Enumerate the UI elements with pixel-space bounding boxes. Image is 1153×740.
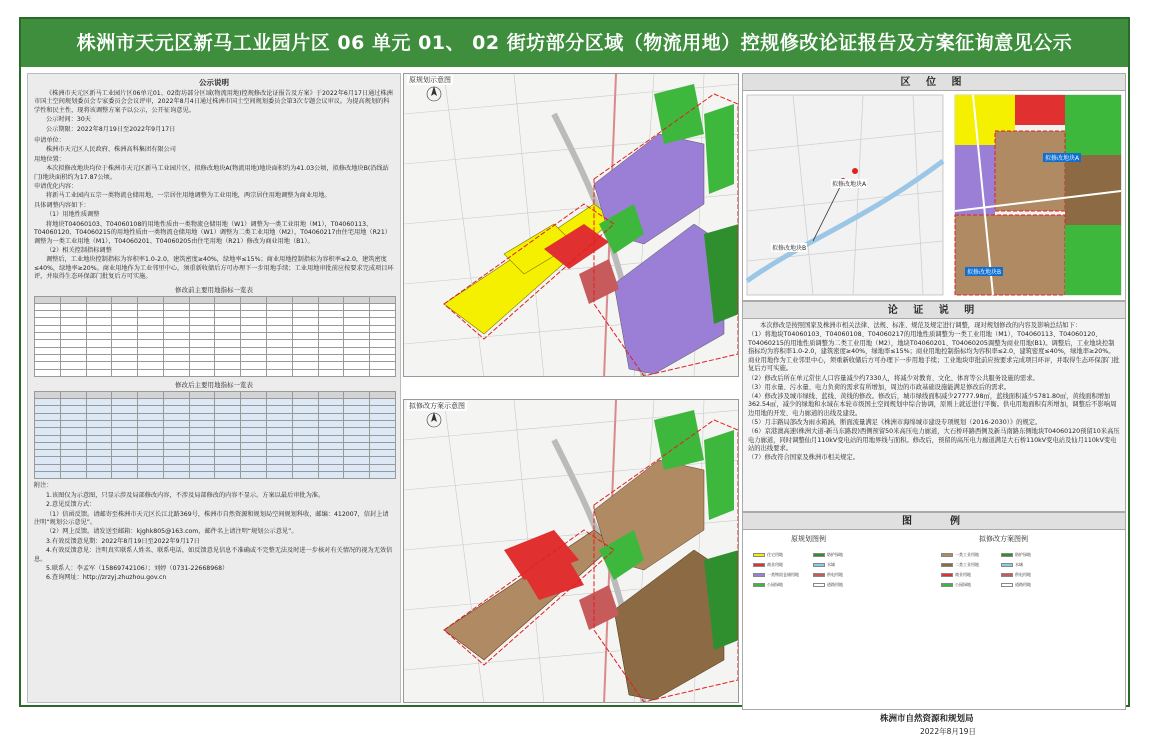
legend-label: 水域	[1015, 562, 1023, 567]
notice-board	[19, 17, 1130, 707]
legend-item	[813, 582, 843, 587]
argument-p3: （3）用水量、污水量、电力负荷的需求有所增加，周边的市政基础设施能满足修改后的需求。	[748, 383, 1011, 391]
argument-p7: （7）修改符合国家及株洲市相关规定。	[748, 454, 860, 462]
legend-label: 供电用地	[827, 572, 843, 577]
legend-item	[753, 562, 783, 567]
note-5: 5.联系人：李孟军（15869742106）；刘婷（0731-22668968）	[46, 565, 229, 573]
legend-label: 水域	[827, 562, 835, 567]
original-map-graphic	[404, 74, 739, 377]
site-value: 本次拟修改地块均位于株洲市天元区新马工业园片区，拟修改地块A(物流用地)地块面积约为41.03公顷，拟修改地块B(沿线站门)地块面积约为17.87公顷。	[34, 165, 389, 181]
legend-label: 公园绿地	[767, 582, 783, 587]
note-2b: （2）网上反馈。请发送至邮箱：kjghk805@163.com，邮件名上请注明“规划公示意见”。	[46, 528, 298, 536]
legend-swatch	[813, 573, 825, 577]
legend-item	[813, 562, 835, 567]
argument-p0: 本次修改是按照国家及株洲市相关法律、法规、标准、规范及规定进行调整，现对规划修改的内容及影响总结如下：	[760, 322, 1082, 329]
legend-swatch	[753, 563, 765, 567]
legend-item	[1001, 572, 1031, 577]
footer-organization: 株洲市自然资源和规划局	[880, 714, 974, 724]
legend-item	[941, 582, 971, 587]
notice-period: 公示时间：30天	[46, 116, 91, 124]
notice-panel	[27, 73, 401, 703]
legend-swatch	[813, 563, 825, 567]
site-label: 用地位置：	[34, 155, 65, 163]
notice-body	[28, 90, 400, 282]
legend-original-label: 原规划图例	[791, 535, 826, 543]
footer-date: 2022年8月19日	[920, 727, 976, 736]
notice-intro: 《株洲市天元区新马工业园片区06单元01、02街坊部分区域(物流用地)控规修改论证报告及方案》于2022年6月17日通过株洲市国土空间规划委员会专家委员会会议评审，2022年8月4日通过株洲市国土空间规划委员会第3次专题会议审议。为提高规划的科学性和民主性，现将该调整方案予以公示，公开征询意见。	[34, 90, 393, 114]
legend-label: 供电用地	[1015, 572, 1031, 577]
note-4: 4.有效反馈意见：注明真实联系人姓名、联系电话，如反馈意见信息不准确或不完整无法及时进一步核对有关情况的视为无效信息。	[34, 547, 393, 563]
legend-label: 公园绿地	[955, 582, 971, 587]
applicant-value: 株洲市天元区人民政府、株洲高科集团有限公司	[46, 146, 176, 154]
proposed-map-label: 拟修改方案示意图	[409, 402, 465, 410]
notice-title: 公示说明	[199, 78, 229, 87]
legend-label: 道路用地	[1015, 582, 1031, 587]
legend-item	[813, 572, 843, 577]
legend-item	[1001, 562, 1023, 567]
legend-swatch	[941, 563, 953, 567]
argument-p2: （2）修改后所在单元常住人口容量减少约7330人，将减少对教育、文化、体育等公共服务设施的需求。	[748, 374, 1039, 382]
original-map-label: 原规划示意图	[409, 76, 451, 84]
original-plan-map[interactable]	[403, 73, 739, 377]
legend-label: 住宅用地	[767, 552, 783, 557]
maps-column	[403, 73, 739, 703]
legend-item	[753, 582, 783, 587]
legend-swatch	[941, 553, 953, 557]
note-6: 6.查询网址：http://zrzyj.zhuzhou.gov.cn	[46, 574, 167, 582]
legend-swatch	[941, 573, 953, 577]
legend-swatch	[1001, 553, 1013, 557]
argument-body	[742, 319, 1126, 512]
argument-p4: （4）修改涉及城市绿线、蓝线、黄线的修改。修改后，城市绿线面积减少27777.98㎡，蓝线面积减少5781.80㎡，黄线面积增加362.54㎡，减少的绿地和水域在本轮市级国土空间规划中综合协调，原则上就近进行平衡。供电用地面积有所增加，调整后不影响周边用地的开发、电力廊道的出线及建设。	[748, 392, 1117, 417]
legend-item	[1001, 582, 1031, 587]
legend-item	[941, 552, 979, 557]
item2-text: 调整后，工业地块控制指标为容积率1.0-2.0，建筑密度≥40%，绿地率≤15%；商业用地控制指标为容积率≤2.0，建筑密度≤40%，绿地率≥20%。商业用地作为工业邻里中心，须重新收储后方可办理下一步用地手续；工业用地审批前应按要求完成项目环评，并取得生态环保部门批复后方可实施。	[34, 256, 394, 281]
table1-title: 修改前主要用地指标一览表	[175, 285, 253, 294]
location-site-a-small: 拟修改地块A	[832, 181, 867, 188]
legend-proposed-label: 拟修改方案图例	[979, 535, 1028, 543]
item1-title: （1）用地性质调整	[46, 211, 100, 219]
argument-p1: （1）将地块T04060103、T04060108、T04060217的用地性质调整为一类工业用地（M1），T04060113、T04060120、T04060215的用地性质调整为二类工业用地（M2），地块T04060201、T04060205调整为商业用地(B1)。调整后，工业地块控制指标均为容积率1.0-2.0，建筑密度≥40%，绿地率≤15%；商业用地控制指标均为容积率≤2.0，建筑密度≤40%，绿地率≥20%。商业用地作为工业邻里中心，须重新收储后方可办理下一步用地手续；工业地块审批前应按要求完成项目环评，并取得生态环保部门批复后方可实施。	[748, 331, 1120, 373]
legend-item	[941, 562, 979, 567]
argument-p5: （5）月丰路局部改为雨水箱涵，断面流量满足《株洲市海绵城市建设专项规划（2016-2030）》的规定。	[748, 419, 1042, 427]
argument-p6: （6）京港澳高速(株洲大道-新马东路段)西侧预留50米高压电力廊道，大石桥环路西侧及新马南路东侧地块T04060120预留10米高压电力廊道，同时调整仙月110kV变电站的用地界线与面积。修改后，预留的高压电力廊道满足大石桥110kV变电站及仙月110kV变电站的出线要求。	[748, 428, 1120, 453]
legend-item	[941, 572, 971, 577]
proposed-plan-map[interactable]	[403, 399, 739, 703]
legend-title: 图 例	[742, 512, 1126, 530]
banner-title: 株洲市天元区新马工业园片区 06 单元 01、 02 街坊部分区域（物流用地）控规修改论证报告及方案征询意见公示	[21, 19, 1128, 67]
note-2: 2.意见反馈方式：	[46, 501, 96, 509]
legend-panel	[742, 530, 1126, 710]
legend-item	[1001, 552, 1031, 557]
table2-title: 修改后主要用地指标一览表	[175, 380, 253, 389]
notes-label: 附注：	[34, 482, 53, 490]
content-label: 具体调整内容如下：	[34, 201, 90, 209]
location-maps	[742, 91, 1126, 301]
legend-item	[813, 552, 843, 557]
note-2a: （1）信函反馈。请邮寄至株洲市天元区长江北路369号，株洲市自然资源和规划局空间规划科收，邮编：412007，信封上请注明“规划公示意见”。	[34, 510, 389, 526]
legend-label: 防护绿地	[1015, 552, 1031, 557]
legend-item	[753, 552, 783, 557]
legend-swatch	[941, 583, 953, 587]
location-site-b-small: 拟修改地块B	[772, 245, 807, 252]
legend-swatch	[753, 583, 765, 587]
legend-swatch	[813, 583, 825, 587]
legend-label: 商业用地	[767, 562, 783, 567]
location-site-b-large: 拟修改地块B	[967, 269, 1002, 276]
legend-label: 一类工业用地	[955, 552, 979, 557]
item2-title: （2）相关控制指标调整	[46, 246, 112, 254]
notes	[28, 482, 400, 582]
legend-label: 商业用地	[955, 572, 971, 577]
table-before	[34, 296, 396, 377]
reason-value: 将新马工业园内五宗一类物流仓储用地，一宗居住用地调整为工业用地，两宗居住用地调整为商业用地。	[46, 192, 331, 200]
location-title: 区 位 图	[742, 73, 1126, 91]
legend-swatch	[753, 573, 765, 577]
legend-swatch	[753, 553, 765, 557]
legend-label: 二类工业用地	[955, 562, 979, 567]
legend-label: 道路用地	[827, 582, 843, 587]
legend-label: 一类物流仓储用地	[767, 572, 799, 577]
argument-title: 论 证 说 明	[742, 301, 1126, 319]
reason-label: 申请优化内容：	[34, 183, 78, 191]
right-column	[742, 73, 1126, 703]
note-1: 1.该图仅为示意图，只显示涉及局部修改内容，不涉及局部修改的内容不显示。方案以最后审批为准。	[46, 491, 325, 499]
proposed-map-graphic	[404, 400, 739, 703]
item1-text: 将地块T04060103、T04060108的用地性质由一类物流仓储用地（W1）调整为一类工业用地（M1），T04060113、T04060120、T04060215的用地性质由一类物流仓储用地（W1）调整为二类工业用地（M2），T04060217由住宅用地（R21）调整为一类工业用地（M1），T04060201、T04060205由住宅用地（R21）修改为商业用地（B1）。	[34, 220, 391, 245]
legend-item	[753, 572, 799, 577]
note-3: 3.有效反馈意见期：2022年8月19日至2022年9月17日	[46, 537, 200, 545]
legend-swatch	[1001, 583, 1013, 587]
location-site-a-large: 拟修改地块A	[1045, 155, 1080, 162]
legend-swatch	[1001, 563, 1013, 567]
legend-label: 防护绿地	[827, 552, 843, 557]
location-graphic[interactable]	[743, 91, 1125, 301]
notice-dates: 公示期限：2022年8月19日至2022年9月17日	[46, 125, 176, 133]
table-after	[34, 391, 396, 480]
legend-swatch	[1001, 573, 1013, 577]
legend-swatch	[813, 553, 825, 557]
applicant-label: 申请单位：	[34, 137, 65, 145]
